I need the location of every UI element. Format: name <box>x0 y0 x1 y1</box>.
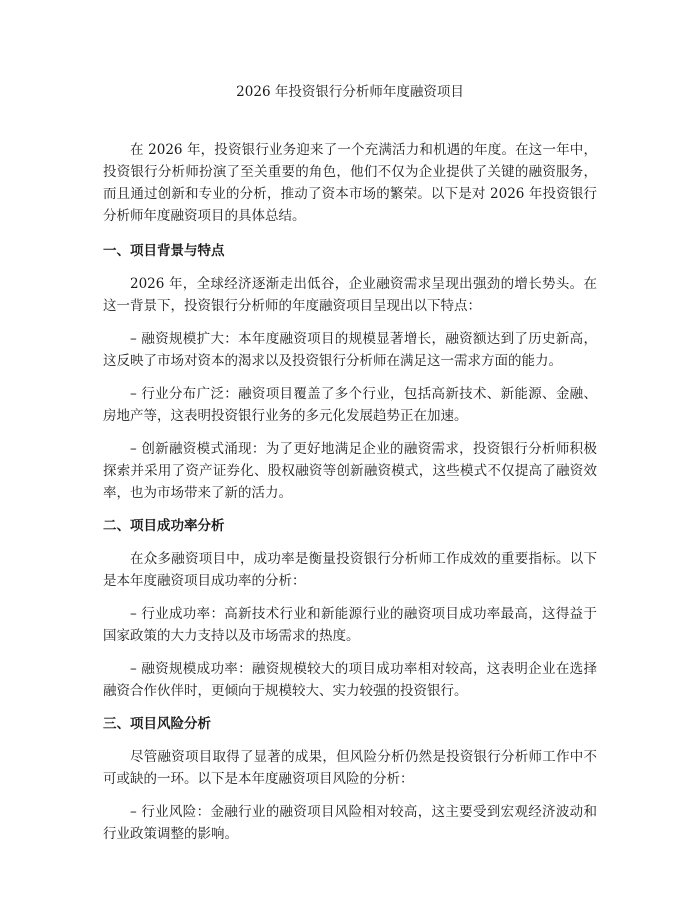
section-lead-paragraph: 尽管融资项目取得了显著的成果，但风险分析仍然是投资银行分析师工作中不可或缺的一环。以下是本年度融资项目风险的分析： <box>103 749 597 787</box>
bullet-item: – 融资规模成功率：融资规模较大的项目成功率相对较高，这表明企业在选择融资合作伙伴时，更倾向于规模较大、实力较强的投资银行。 <box>103 661 597 699</box>
bullet-item: – 行业成功率：高新技术行业和新能源行业的融资项目成功率最高，这得益于国家政策的大力支持以及市场需求的热度。 <box>103 606 597 644</box>
section-heading: 三、项目风险分析 <box>103 716 211 732</box>
document-title: 2026 年投资银行分析师年度融资项目 <box>236 84 464 100</box>
intro-paragraph: 在 2026 年，投资银行业务迎来了一个充满活力和机遇的年度。在这一年中，投资银行分析师扮演了至关重要的角色，他们不仅为企业提供了关键的融资服务，而且通过创新和专业的分析，推动了资本市场的繁荣。以下是对 2026 年投资银行分析师年度融资项目的具体总结。 <box>103 142 597 224</box>
bullet-item: – 融资规模扩大：本年度融资项目的规模显著增长，融资额达到了历史新高，这反映了市场对资本的渴求以及投资银行分析师在满足这一需求方面的能力。 <box>103 331 597 369</box>
bullet-item: – 行业风险：金融行业的融资项目风险相对较高，这主要受到宏观经济波动和行业政策调整的影响。 <box>103 804 597 842</box>
section-risk <box>103 713 597 845</box>
section-success-rate <box>103 515 597 702</box>
section-lead-paragraph: 2026 年，全球经济逐渐走出低谷，企业融资需求呈现出强劲的增长势头。在这一背景下，投资银行分析师的年度融资项目呈现出以下特点： <box>103 276 597 314</box>
section-lead-paragraph: 在众多融资项目中，成功率是衡量投资银行分析师工作成效的重要指标。以下是本年度融资项目成功率的分析： <box>103 551 597 589</box>
bullet-item: – 行业分布广泛：融资项目覆盖了多个行业，包括高新技术、新能源、金融、房地产等，这表明投资银行业务的多元化发展趋势正在加速。 <box>103 386 597 424</box>
section-heading: 一、项目背景与特点 <box>103 243 225 259</box>
section-background <box>103 240 597 504</box>
section-heading: 二、项目成功率分析 <box>103 518 225 534</box>
bullet-item: – 创新融资模式涌现：为了更好地满足企业的融资需求，投资银行分析师积极探索并采用了资产证券化、股权融资等创新融资模式，这些模式不仅提高了融资效率，也为市场带来了新的活力。 <box>103 441 597 501</box>
